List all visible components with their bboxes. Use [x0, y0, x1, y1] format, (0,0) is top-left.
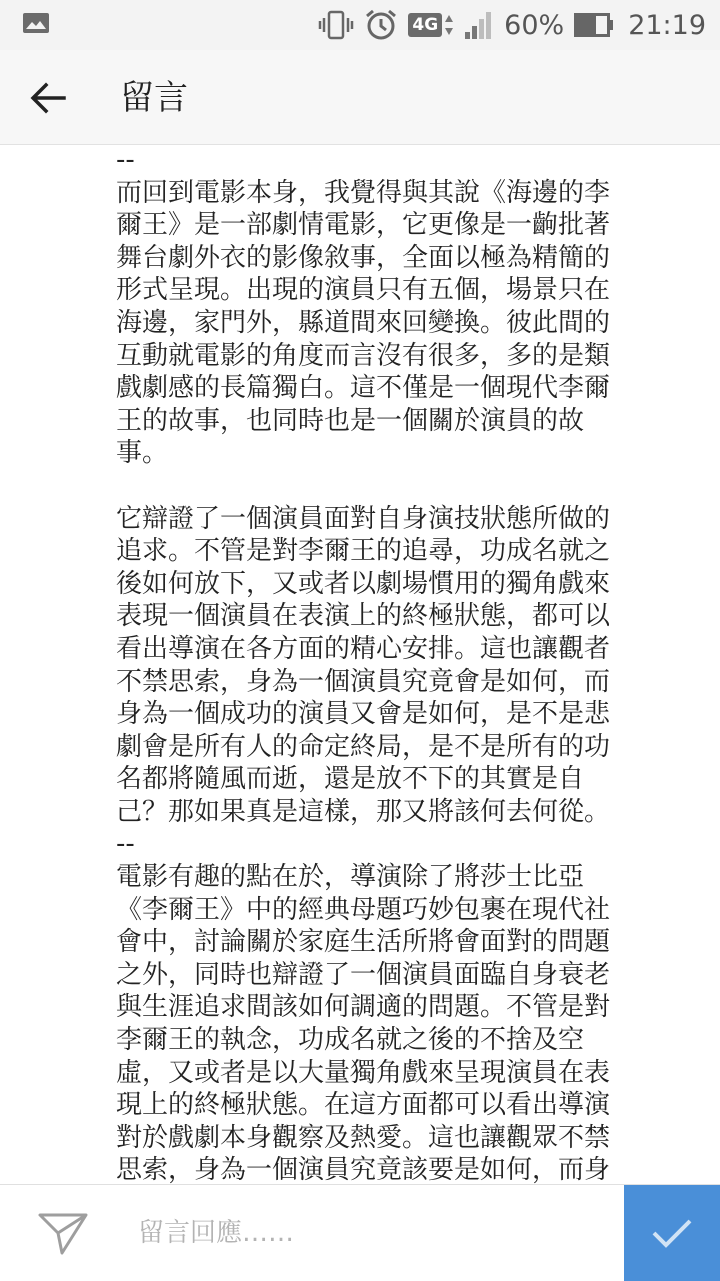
comment-line: 追求。不管是對李爾王的追尋，功成名就之: [116, 536, 611, 567]
comment-line: 而回到電影本身，我覺得與其說《海邊的李: [116, 177, 611, 208]
comment-line: 劇會是所有人的命定終局，是不是所有的功: [116, 731, 611, 762]
vibrate-icon: [318, 9, 354, 41]
battery-percent: 60%: [504, 9, 565, 41]
app-bar: [0, 50, 720, 145]
comment-line: 與生涯追求間該如何調適的問題。不管是對: [116, 992, 611, 1023]
comment-line: 虛，又或者是以大量獨角戲來呈現演員在表: [116, 1057, 611, 1088]
comment-body[interactable]: [0, 144, 720, 1184]
battery-icon: [574, 12, 614, 38]
comment-line: 舞台劇外衣的影像敘事，全面以極為精簡的: [116, 242, 611, 273]
comment-line: --: [116, 145, 135, 175]
comment-line: 爾王》是一部劇情電影，它更像是一齣批著: [116, 210, 611, 241]
comment-line: 王的故事，也同時也是一個關於演員的故: [116, 405, 585, 436]
gallery-icon: [22, 12, 50, 34]
comment-input-bar: [0, 1184, 720, 1281]
check-icon: [650, 1215, 694, 1251]
comment-line: 看出導演在各方面的精心安排。這也讓觀者: [116, 633, 611, 664]
page-title: 留言: [120, 78, 188, 118]
comment-line: 名都將隨風而逝，還是放不下的其實是自: [116, 764, 585, 795]
signal-icon: [464, 10, 494, 40]
comment-line: 後如何放下，又或者以劇場慣用的獨角戲來: [116, 568, 611, 599]
comment-line: 事。: [116, 438, 169, 469]
alarm-icon: [364, 8, 398, 42]
send-icon[interactable]: [36, 1209, 90, 1257]
comment-line: 不禁思索，身為一個演員究竟會是如何，而: [116, 666, 611, 697]
comment-line: 形式呈現。出現的演員只有五個，場景只在: [116, 275, 611, 306]
comment-line: 之外，同時也辯證了一個演員面臨自身衰老: [116, 959, 611, 990]
comment-line: 《李爾王》中的經典母題巧妙包裹在現代社: [116, 894, 611, 925]
comment-text: [116, 144, 656, 1184]
back-arrow-icon: [28, 78, 68, 118]
status-icons: [318, 0, 706, 50]
clock: 21:19: [628, 9, 706, 41]
comment-line: 它辯證了一個演員面對自身演技狀態所做的: [116, 503, 611, 534]
comment-line: 思索，身為一個演員究竟該要是如何，而身: [116, 1155, 611, 1184]
comment-line: 己？那如果真是這樣，那又將該何去何從。: [116, 796, 611, 827]
comment-line: 對於戲劇本身觀察及熱愛。這也讓觀眾不禁: [116, 1122, 611, 1153]
comment-line: 戲劇感的長篇獨白。這不僅是一個現代李爾: [116, 373, 611, 404]
comment-line: 電影有趣的點在於，導演除了將莎士比亞: [116, 862, 585, 893]
comment-line: 身為一個成功的演員又會是如何，是不是悲: [116, 699, 611, 730]
network-4g-icon: 4G: [408, 13, 454, 37]
comment-line: 互動就電影的角度而言沒有很多，多的是類: [116, 340, 611, 371]
comment-line: 海邊，家門外，縣道間來回變換。彼此間的: [116, 307, 611, 338]
comment-line: 李爾王的執念，功成名就之後的不捨及空: [116, 1025, 585, 1056]
comment-line: 現上的終極狀態。在這方面都可以看出導演: [116, 1090, 611, 1121]
comment-input[interactable]: [138, 1211, 608, 1255]
comment-blank-line: [116, 470, 656, 503]
submit-button[interactable]: [624, 1185, 720, 1281]
comment-line: --: [116, 829, 135, 860]
comment-line: 表現一個演員在表演上的終極狀態，都可以: [116, 601, 611, 632]
back-button[interactable]: [24, 74, 72, 122]
comment-line: 會中，討論關於家庭生活所將會面對的問題: [116, 927, 611, 958]
status-bar: [0, 0, 720, 50]
